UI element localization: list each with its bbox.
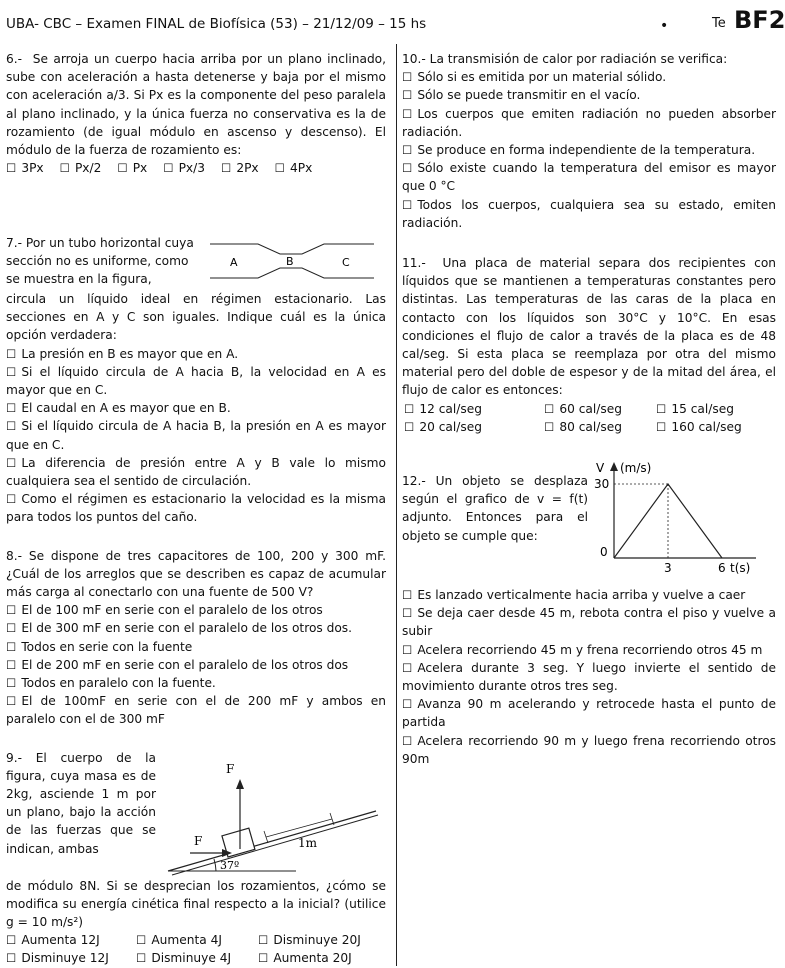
- exam-code: BF2: [734, 6, 785, 34]
- option[interactable]: ☐ 2Px: [221, 159, 259, 177]
- question-8: [6, 547, 386, 729]
- options: [404, 400, 776, 436]
- question-number: 6.-: [6, 52, 23, 66]
- option[interactable]: ☐ Acelera recorriendo 90 m y luego frena recorriendo otros 90m: [402, 732, 776, 768]
- options: [402, 68, 776, 232]
- option[interactable]: ☐ Los cuerpos que emiten radiación no pueden absorber radiación.: [402, 105, 776, 141]
- option[interactable]: ☐ Acelera durante 3 seg. Y luego invierte el sentido de movimiento durante otros tres seg.: [402, 659, 776, 695]
- column-divider: [396, 44, 397, 966]
- option[interactable]: ☐ Todos en serie con la fuente: [6, 638, 386, 656]
- option[interactable]: ☐ La presión en B es mayor que en A.: [6, 345, 386, 363]
- tube-diagram: [202, 234, 382, 290]
- option[interactable]: ☐ Px/2: [60, 159, 102, 177]
- option[interactable]: ☐ El de 300 mF en serie con el paralelo de los otros dos.: [6, 619, 386, 637]
- option[interactable]: ☐ El de 100mF en serie con el de 200 mF y ambos en paralelo con el de 300 mF: [6, 692, 386, 728]
- question-text-continued: circula un líquido ideal en régimen estacionario. Las secciones en A y C son iguales. Indique cuál es la única opción verdadera:: [6, 292, 386, 343]
- option[interactable]: ☐ Es lanzado verticalmente hacia arriba y vuelve a caer: [402, 586, 776, 604]
- option[interactable]: ☐ Px: [117, 159, 147, 177]
- question-text: Se arroja un cuerpo hacia arriba por un plano inclinado, sube con aceleración a hasta detenerse y baja por el mismo con aceleración a/3. Si Px es la componente del peso paralela al plano inclinado, y la única fuerza no conservativa es la de rozamiento (de igual módulo en ascenso y descenso). El módulo de la fuerza de rozamiento es:: [6, 52, 387, 158]
- origin-label: 0: [600, 545, 608, 560]
- page-header: [6, 6, 785, 38]
- label-a: A: [230, 256, 238, 269]
- option[interactable]: ☐ Sólo se puede transmitir en el vacío.: [402, 86, 776, 104]
- option[interactable]: ☐ 60 cal/seg: [544, 400, 656, 418]
- left-column: [6, 50, 386, 968]
- x-tick-label: 6: [718, 561, 726, 576]
- option[interactable]: ☐ Aumenta 4J: [136, 931, 258, 949]
- option[interactable]: ☐ 160 cal/seg: [656, 418, 756, 436]
- label-c: C: [342, 256, 350, 269]
- velocity-time-graph: [588, 458, 774, 576]
- options: [402, 586, 776, 768]
- option[interactable]: ☐ Disminuye 4J: [136, 949, 258, 967]
- option[interactable]: ☐ 20 cal/seg: [404, 418, 544, 436]
- options: [6, 159, 386, 177]
- question-number: 11.-: [402, 256, 426, 271]
- option[interactable]: ☐ Sólo existe cuando la temperatura del emisor es mayor que 0 °C: [402, 159, 776, 195]
- y-tick-label: 30: [594, 477, 610, 492]
- x-axis-label: t(s): [730, 561, 751, 576]
- options: [6, 345, 386, 527]
- question-text: Por un tubo horizontal cuya sección no es uniforme, como se muestra en la figura,: [6, 236, 194, 287]
- x-tick-label: 3: [664, 561, 672, 576]
- option[interactable]: ☐ Aumenta 20J: [258, 949, 378, 967]
- option[interactable]: ☐ Aumenta 12J: [6, 931, 136, 949]
- option[interactable]: ☐ 15 cal/seg: [656, 400, 756, 418]
- option[interactable]: ☐ Todos los cuerpos, cualquiera sea su estado, emiten radiación.: [402, 196, 776, 232]
- option[interactable]: ☐ Acelera recorriendo 45 m y frena recorriendo otros 45 m: [402, 641, 776, 659]
- exam-te-label: Te: [712, 16, 726, 31]
- question-11: [402, 254, 776, 436]
- y-unit-label: (m/s): [620, 461, 652, 476]
- question-6: [6, 50, 386, 212]
- question-text: Un objeto se desplaza según el grafico de v = f(t) adjunto. Entonces para el objeto se cumple que:: [402, 474, 588, 543]
- option[interactable]: ☐ Disminuye 12J: [6, 949, 136, 967]
- option[interactable]: ☐ El caudal en A es mayor que en B.: [6, 399, 386, 417]
- question-10: [402, 50, 776, 232]
- label-force-left: F: [194, 833, 203, 848]
- option[interactable]: ☐ 4Px: [275, 159, 313, 177]
- question-number: 7.-: [6, 236, 23, 250]
- velocity-graph: [588, 458, 774, 576]
- question-number: 8.-: [6, 548, 23, 563]
- option[interactable]: ☐ 3Px: [6, 159, 44, 177]
- question-text: El cuerpo de la figura, cuya masa es de 2kg, asciende 1 m por un plano, bajo la acción de las fuerzas que se indican, ambas: [6, 750, 156, 856]
- option[interactable]: ☐ Avanza 90 m acelerando y retrocede hasta el punto de partida: [402, 695, 776, 731]
- option[interactable]: ☐ El de 200 mF en serie con el paralelo de los otros dos: [6, 656, 386, 674]
- option[interactable]: ☐ El de 100 mF en serie con el paralelo de los otros: [6, 601, 386, 619]
- option[interactable]: ☐ Si el líquido circula de A hacia B, la velocidad en A es mayor que en C.: [6, 363, 386, 399]
- right-column: [402, 50, 776, 768]
- question-text: Se dispone de tres capacitores de 100, 200 y 300 mF. ¿Cuál de los arreglos que se describen es capaz de acumular más carga al conectarlo con una fuente de 500 V?: [6, 548, 387, 600]
- label-b: B: [286, 255, 294, 268]
- options: [6, 601, 386, 728]
- tube-figure: [202, 234, 382, 290]
- option[interactable]: ☐ Todos en paralelo con la fuente.: [6, 674, 386, 692]
- question-9: [6, 749, 386, 968]
- label-force-top: F: [226, 761, 235, 776]
- option[interactable]: ☐ Si el líquido circula de A hacia B, la presión en A es mayor que en C.: [6, 417, 386, 453]
- y-axis-label: V: [596, 461, 605, 476]
- question-number: 12.-: [402, 474, 426, 489]
- question-number: 9.-: [6, 750, 23, 765]
- question-12: [402, 458, 776, 768]
- option[interactable]: ☐ Se produce en forma independiente de la temperatura.: [402, 141, 776, 159]
- incline-diagram: [156, 749, 382, 877]
- question-text-continued: de módulo 8N. Si se desprecian los rozamientos, ¿cómo se modifica su energía cinética final respecto a la inicial? (utilice g = 10 m/s²): [6, 878, 386, 930]
- options: [6, 931, 386, 967]
- label-angle: 37º: [220, 858, 240, 872]
- ink-dot: •: [660, 18, 669, 34]
- question-7: [6, 234, 386, 527]
- option[interactable]: ☐ 80 cal/seg: [544, 418, 656, 436]
- option[interactable]: ☐ Sólo si es emitida por un material sólido.: [402, 68, 776, 86]
- exam-title: UBA- CBC – Examen FINAL de Biofísica (53) – 21/12/09 – 15 hs: [6, 16, 427, 32]
- label-distance: 1m: [298, 835, 318, 850]
- option[interactable]: ☐ Como el régimen es estacionario la velocidad es la misma para todos los puntos del caño.: [6, 490, 386, 526]
- question-number: 10.-: [402, 52, 426, 66]
- option[interactable]: ☐ Px/3: [163, 159, 205, 177]
- option[interactable]: ☐ Disminuye 20J: [258, 931, 378, 949]
- question-text: La transmisión de calor por radiación se verifica:: [429, 52, 728, 66]
- option[interactable]: ☐ 12 cal/seg: [404, 400, 544, 418]
- question-text: Una placa de material separa dos recipientes con líquidos que se mantienen a temperaturas constantes pero distintas. Las temperaturas de las caras de la placa en contacto con los líquidos son 30°C y 10°C. En esas condiciones el flujo de calor a través de la placa es de 48 cal/seg. Si esta placa se reemplaza por otra del mismo material pero del doble de espesor y de la mitad del área, el flujo de calor es entonces:: [402, 256, 776, 398]
- option[interactable]: ☐ Se deja caer desde 45 m, rebota contra el piso y vuelve a subir: [402, 604, 776, 640]
- option[interactable]: ☐ La diferencia de presión entre A y B vale lo mismo cualquiera sea el sentido de circulación.: [6, 454, 386, 490]
- incline-figure: [156, 749, 382, 877]
